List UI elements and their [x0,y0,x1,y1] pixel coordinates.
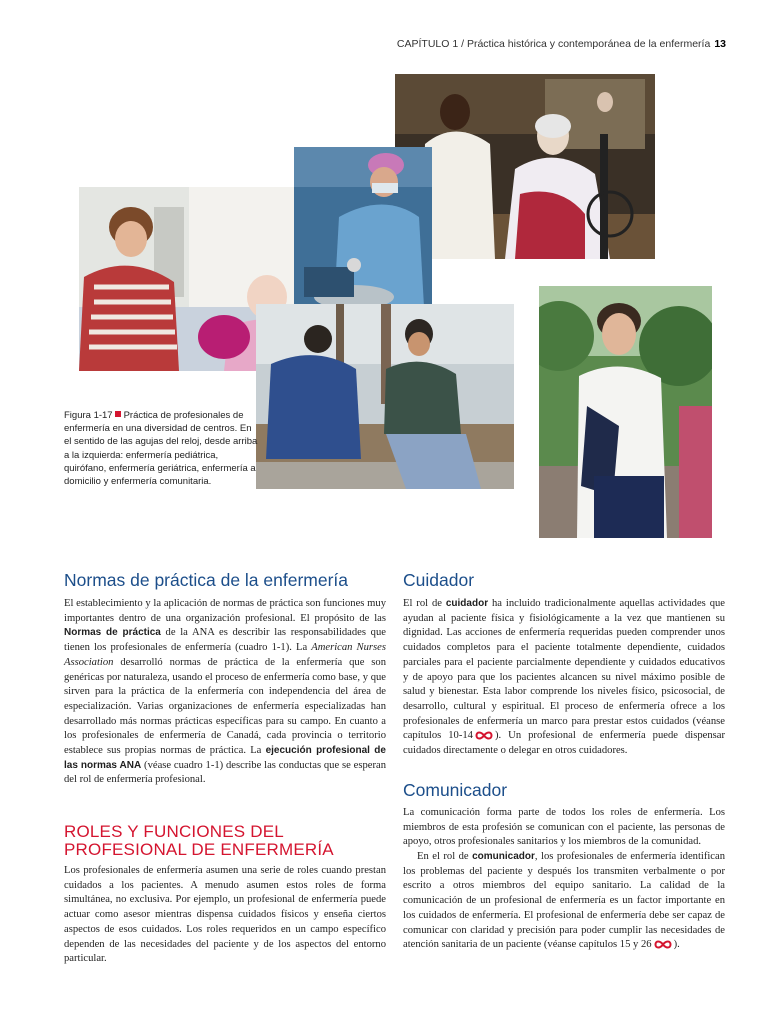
term-normas-de-practica: Normas de práctica [64,627,161,639]
paragraph-normas [64,597,386,788]
heading-cuidador: Cuidador [403,570,475,590]
com-text-1: En el rol de [417,851,473,862]
normas-text-4: (véase cuadro 1-1) describe las conductas que se esperan del rol de enfermería profesional. [64,759,386,786]
paragraph-comunicador-1: La comunicación forma parte de todos los roles de enfermería. Los miembros de esta profesión se comunican con el paciente, las personas de apoyo, otros profesionales sanitarios y los miembros de la comunidad. [403,807,725,848]
paragraph-cuidador [403,597,725,759]
page-number: 13 [714,38,726,50]
heading-roles-line1: ROLES Y FUNCIONES DEL [64,822,284,841]
photo-operating-room [294,147,432,307]
paragraph-roles: Los profesionales de enfermería asumen una serie de roles cuando prestan cuidados a los pacientes. A menudo asumen estos roles de forma simultánea, no exclusiva. Por ejemplo, un profesional de enfermería puede actuar como asesor mientras dispensa cuidados físicos y enseña ciertos aspectos de esos cuidados. Los roles requeridos en un campo específico dependen de las necesidades del paciente y de los aspectos del entorno particular. [64,865,386,965]
red-square-icon [115,411,121,417]
figure-caption-text: Práctica de profesionales de enfermería en una diversidad de centros. En el sentido de las agujas del reloj, desde arriba a la izquierda: enfermería pediátrica, quirófano, enfermería geriátrica, enfermería a domicilio y enfermería comunitaria. [64,410,258,488]
term-cuidador: cuidador [445,598,489,609]
cuidador-text-3: ). Un profesional de enfermería puede dispensar cuidados directamente o delegar en otros cuidadores. [403,730,725,757]
normas-text-2: de la ANA es describir las responsabilidades que tienen los profesionales de enfermería (cuadro 1-1). La [64,627,386,654]
paragraph-comunicador-2 [403,850,725,953]
photo-geriatric-nursing [395,74,655,259]
term-comunicador: comunicador [472,851,535,862]
infinity-link-icon[interactable] [654,940,672,949]
term-ejecucion-profesional: ejecución profesional de las normas ANA [64,745,386,771]
photo-home-nursing [539,286,712,538]
running-header [397,38,726,50]
chapter-title: CAPÍTULO 1 / Práctica histórica y contemporánea de la enfermería [396,38,711,50]
figure-label: Figura 1-17 [64,410,113,421]
normas-text-1: El establecimiento y la aplicación de normas de práctica son funciones muy importantes dentro de una organización profesional. El propósito de las [64,598,386,624]
heading-roles [64,823,334,859]
infinity-link-icon[interactable] [475,731,493,740]
photo-community-nursing [256,304,514,489]
com-text-2: , los profesionales de enfermería identifican los problemas del paciente y después los transmiten verbalmente o por escrito a otros miembros del equipo sanitario. La calidad de la comunicación de un profesional de enfermería es un factor importante en los cuidados de enfermería. El profesional de enfermería debe ser capaz de comunicar con claridad y precisión para poder cumplir las necesidades de atención sanitaria de un paciente (véanse capítulos 15 y 26 [403,851,725,951]
cuidador-text-2: ha incluido tradicionalmente aquellas actividades que ayudan al paciente física y fisiológicamente a la vez que mantienen su dignidad. Las acciones de enfermería requeridas pueden comprender unos cuidados completos para el paciente totalmente dependiente, cuidados parciales para el paciente parcialmente dependiente y cuidados educativos y de apoyo para que los pacientes alcancen su nivel máximo posible de salud y bienestar. Esta labor comprende los niveles físico, psicosocial, de desarrollo, cultural y espiritual. El proceso de enfermería ofrece a los profesionales de enfermería un marco para prestar estos cuidados (véanse capítulos 10-14 [403,598,725,742]
heading-roles-line2: PROFESIONAL DE ENFERMERÍA [64,840,334,859]
normas-text-3: desarrolló normas de práctica de la enfermería que son genéricas por naturaleza, usando el proceso de enfermería como base, y que sirven para la práctica de la enfermería con independencia del área de especialización. Varias organizaciones de enfermería especializadas han desarrollado más normas prácticas específicas para su campo. En cuanto a los profesionales de enfermería de Canadá, cada provincia o territorio establece sus propias normas de práctica. La [64,656,386,757]
heading-normas: Normas de práctica de la enfermería [64,570,349,590]
figure-caption [64,409,260,488]
com-text-3: ). [673,939,680,951]
ana-name: American Nurses Association [64,642,386,668]
heading-comunicador: Comunicador [403,780,508,800]
cuidador-text-1: El rol de [403,598,446,609]
